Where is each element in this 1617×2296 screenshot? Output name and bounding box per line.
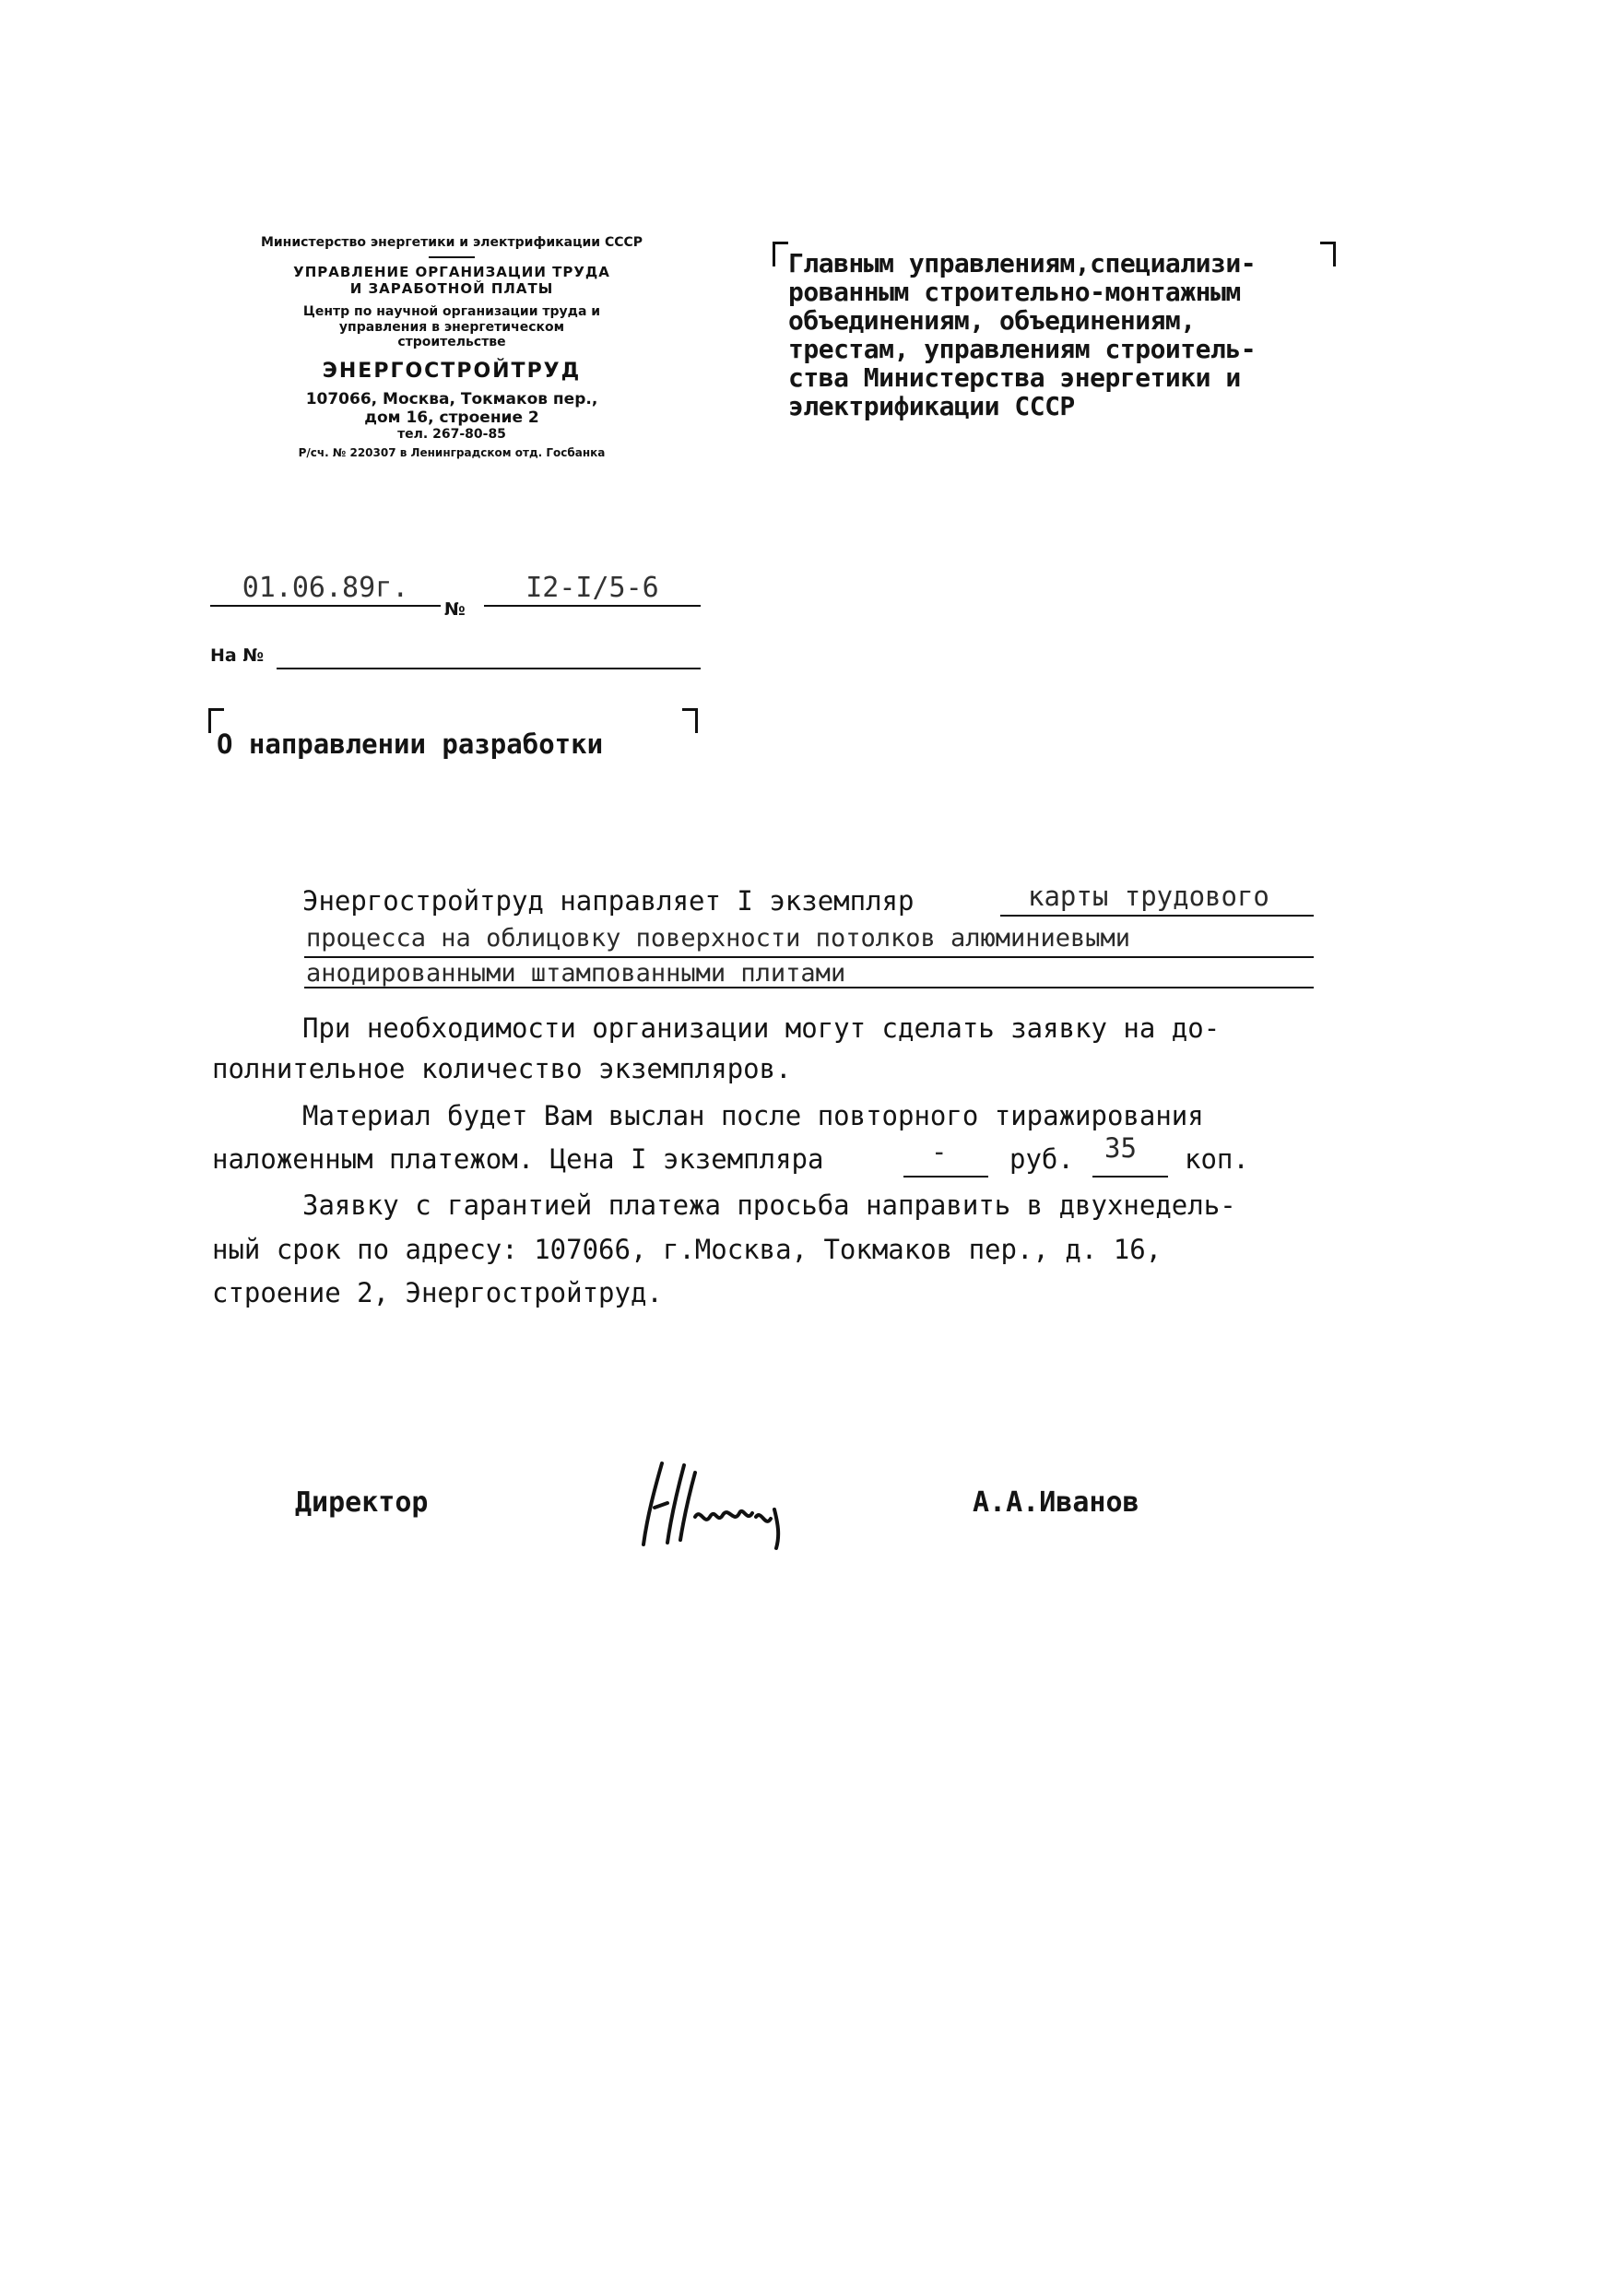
price-rubles: - <box>931 1136 948 1167</box>
body-p3-line-2: наложенным платежом. Цена I экземпляра <box>212 1143 824 1175</box>
department-line-2: И ЗАРАБОТНОЙ ПЛАТЫ <box>349 279 554 297</box>
addressee-line: рованным строительно-монтажным <box>788 277 1241 307</box>
outgoing-number: I2-I/5-6 <box>525 572 659 604</box>
fill-underline-2 <box>304 956 1314 958</box>
kopecks-label: коп. <box>1185 1143 1249 1175</box>
addressee-line: ства Министерства энергетики и <box>788 362 1241 393</box>
center-line-3: строительстве <box>397 335 506 350</box>
letterhead-divider <box>429 256 475 258</box>
number-label: № <box>444 599 466 620</box>
addressee-block <box>788 249 1341 420</box>
center-line-2: управления в энергетическом <box>338 319 565 335</box>
addressee-line: трестам, управлениям строитель- <box>788 334 1257 364</box>
department-line-1: УПРАВЛЕНИЕ ОРГАНИЗАЦИИ ТРУДА <box>293 263 610 280</box>
body-p1-fill-2: процесса на облицовку поверхности потолков алюминиевыми <box>306 924 1131 953</box>
price-kopecks: 35 <box>1104 1132 1137 1164</box>
bank-account: Р/сч. № 220307 в Ленинградском отд. Госбанка <box>298 446 606 460</box>
price-rubles-underline <box>903 1176 988 1178</box>
reply-number-field <box>277 636 701 669</box>
body-p2-line-2: полнительное количество экземпляров. <box>212 1053 792 1084</box>
body-p4-line-3: строение 2, Энергостройтруд. <box>212 1277 663 1308</box>
body-p1-lead: Энергостройтруд направляет I экземпляр <box>302 885 915 917</box>
handwritten-signature <box>627 1452 820 1554</box>
body-p4-line-1: Заявку с гарантией платежа просьба направить в двухнедель- <box>302 1189 1236 1221</box>
organization-name: ЭНЕРГОСТРОЙТРУД <box>322 360 582 384</box>
center-line-1: Центр по научной организации труда и <box>302 303 601 319</box>
number-field <box>484 572 701 607</box>
addressee-line: электрификации СССР <box>788 391 1075 421</box>
addressee-line: Главным управлениям,специализи- <box>788 248 1257 278</box>
body-p1-fill-1: карты трудового <box>1028 881 1269 912</box>
date-field <box>210 572 441 607</box>
subject-bracket-right <box>682 708 698 733</box>
addressee-bracket-left <box>773 242 788 266</box>
signer-name: А.А.Иванов <box>973 1486 1139 1519</box>
letterhead-stamp <box>203 235 701 460</box>
signer-role: Директор <box>295 1486 429 1519</box>
ministry-name: Министерство энергетики и электрификации СССР <box>260 235 643 250</box>
body-p1-fill-3: анодированными штампованными плитами <box>306 959 846 988</box>
body-p3-line-1: Материал будет Вам выслан после повторного тиражирования <box>302 1100 1204 1131</box>
outgoing-date: 01.06.89г. <box>242 572 409 604</box>
rubles-label: руб. <box>1009 1143 1074 1175</box>
phone-number: тел. 267-80-85 <box>397 427 506 443</box>
body-p4-line-2: ный срок по адресу: 107066, г.Москва, Токмаков пер., д. 16, <box>212 1234 1163 1265</box>
price-kopecks-underline <box>1092 1176 1168 1178</box>
address-line-1: 107066, Москва, Токмаков пер., <box>305 389 598 408</box>
reply-label: На № <box>210 645 265 666</box>
address-line-2: дом 16, строение 2 <box>364 408 539 427</box>
fill-underline-3 <box>304 987 1314 988</box>
addressee-line: объединениям, объединениям, <box>788 305 1196 336</box>
fill-underline-1 <box>1000 915 1314 917</box>
body-p2-line-1: При необходимости организации могут сделать заявку на до- <box>302 1012 1221 1044</box>
letter-subject: О направлении разработки <box>217 728 604 760</box>
